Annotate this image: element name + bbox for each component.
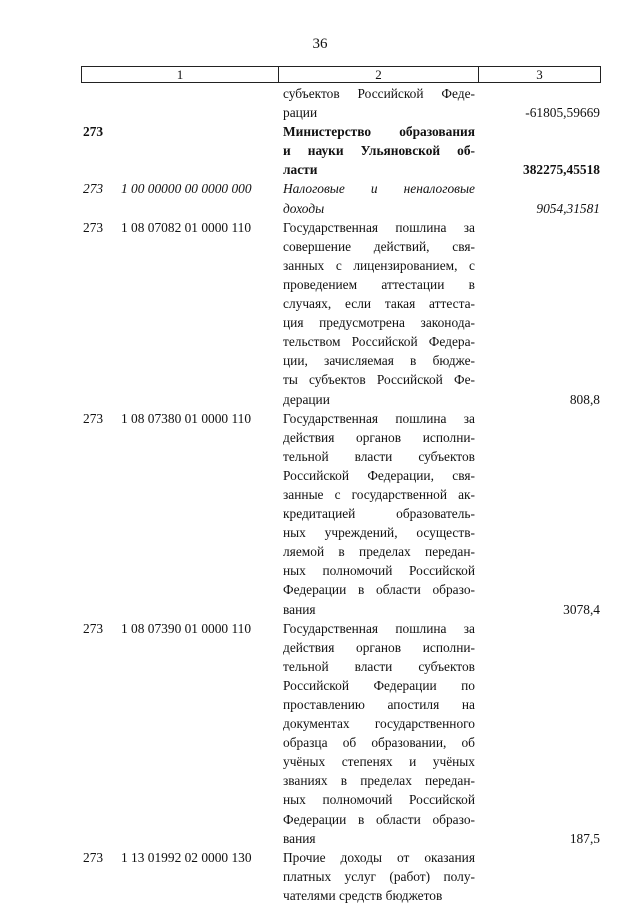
- budget-code-cell: 1 00 00000 00 0000 000: [121, 181, 252, 197]
- header-col-3: 3: [536, 66, 543, 82]
- table-body: [0, 84, 640, 905]
- table-row: [0, 179, 640, 217]
- income-name-line: тельством Российской Федера-: [283, 334, 475, 350]
- income-name-line: ляемой в пределах передан-: [283, 544, 475, 560]
- income-name-line: Государственная пошлина за: [283, 219, 475, 235]
- income-name-line: ных полномочий Российской: [283, 792, 475, 808]
- income-name-line: платных услуг (работ) полу-: [283, 868, 475, 884]
- budget-code-cell: 1 08 07082 01 0000 110: [121, 219, 252, 235]
- admin-code-cell: 273: [83, 219, 104, 235]
- income-name-line: ласти: [283, 162, 318, 178]
- income-name-line: Министерство образования: [283, 124, 475, 140]
- admin-code-cell: 273: [83, 124, 104, 140]
- income-name-line: ных полномочий Российской: [283, 563, 475, 579]
- income-name-cell: [283, 619, 475, 848]
- income-name-line: вания: [283, 601, 316, 617]
- income-name-line: чателями средств бюджетов: [283, 887, 443, 903]
- income-name-line: Прочие доходы от оказания: [283, 849, 475, 865]
- amount-cell: -61805,59669: [525, 105, 600, 121]
- income-name-line: ции, зачисляемая в бюдже-: [283, 353, 475, 369]
- income-name-line: вания: [283, 830, 316, 846]
- income-name-line: образца об образовании, об: [283, 735, 475, 751]
- admin-code-cell: 273: [83, 410, 104, 426]
- header-col-1: 1: [82, 67, 279, 82]
- income-name-line: дерации: [283, 391, 330, 407]
- header-col-2: 2: [279, 67, 479, 82]
- amount-cell: 9054,31581: [536, 200, 600, 216]
- admin-code-cell: 273: [83, 620, 104, 636]
- income-name-line: кредитацией образователь-: [283, 506, 475, 522]
- budget-code-cell: 1 08 07380 01 0000 110: [121, 410, 252, 426]
- income-name-line: ных учреждений, осуществ-: [283, 525, 475, 541]
- income-name-line: действия органов исполни-: [283, 639, 475, 655]
- income-name-line: и науки Ульяновской об-: [283, 143, 475, 159]
- budget-code-cell: 1 13 01992 02 0000 130: [121, 849, 252, 865]
- income-name-cell: [283, 848, 475, 905]
- income-name-line: Российской Федерации по: [283, 677, 475, 693]
- page-number: 36: [312, 36, 328, 52]
- table-row: [0, 848, 640, 905]
- admin-code-cell: 273: [83, 849, 104, 865]
- income-name-cell: [283, 179, 475, 217]
- income-name-line: ция предусмотрена законода-: [283, 315, 475, 331]
- amount-cell: 382275,45518: [523, 162, 600, 178]
- income-name-line: ты субъектов Российской Фе-: [283, 372, 475, 388]
- income-name-line: совершение действий, свя-: [283, 238, 475, 254]
- income-name-cell: [283, 84, 475, 122]
- admin-code-cell: 273: [83, 181, 104, 197]
- income-name-line: учёных степенях и учёных: [283, 754, 475, 770]
- amount-cell: 187,5: [569, 830, 600, 846]
- income-name-line: действия органов исполни-: [283, 429, 475, 445]
- income-name-line: проведением аттестации в: [283, 276, 475, 292]
- income-name-line: тельной власти субъектов: [283, 448, 475, 464]
- income-name-line: субъектов Российской Феде-: [283, 86, 475, 101]
- income-name-cell: [283, 409, 475, 619]
- income-name-line: доходы: [283, 200, 325, 216]
- income-name-line: занных с лицензированием, с: [283, 257, 475, 273]
- amount-cell: 808,8: [569, 391, 600, 407]
- table-row: [0, 619, 640, 848]
- income-name-line: документах государственного: [283, 716, 475, 732]
- income-name-line: Федерации в области образо-: [283, 811, 475, 827]
- income-name-cell: [283, 218, 475, 409]
- amount-cell: 3078,4: [563, 601, 600, 617]
- income-name-line: Российской Федерации, свя-: [283, 467, 475, 483]
- income-name-line: Государственная пошлина за: [283, 620, 475, 636]
- income-name-line: рации: [283, 105, 318, 121]
- table-header: [81, 66, 601, 83]
- table-row: [0, 122, 640, 179]
- income-name-cell: [283, 122, 475, 179]
- income-name-line: Федерации в области образо-: [283, 582, 475, 598]
- income-name-line: тельной власти субъектов: [283, 658, 475, 674]
- table-row: [0, 409, 640, 619]
- income-name-line: Налоговые и неналоговые: [283, 181, 475, 197]
- income-name-line: занные с государственной ак-: [283, 486, 475, 502]
- table-row: [0, 84, 640, 122]
- income-name-line: проставлению апостиля на: [283, 697, 475, 712]
- income-name-line: случаях, если такая аттеста-: [283, 296, 475, 312]
- table-row: [0, 218, 640, 409]
- income-name-line: званиях в пределах передан-: [283, 773, 475, 789]
- budget-code-cell: 1 08 07390 01 0000 110: [121, 620, 252, 636]
- income-name-line: Государственная пошлина за: [283, 410, 475, 426]
